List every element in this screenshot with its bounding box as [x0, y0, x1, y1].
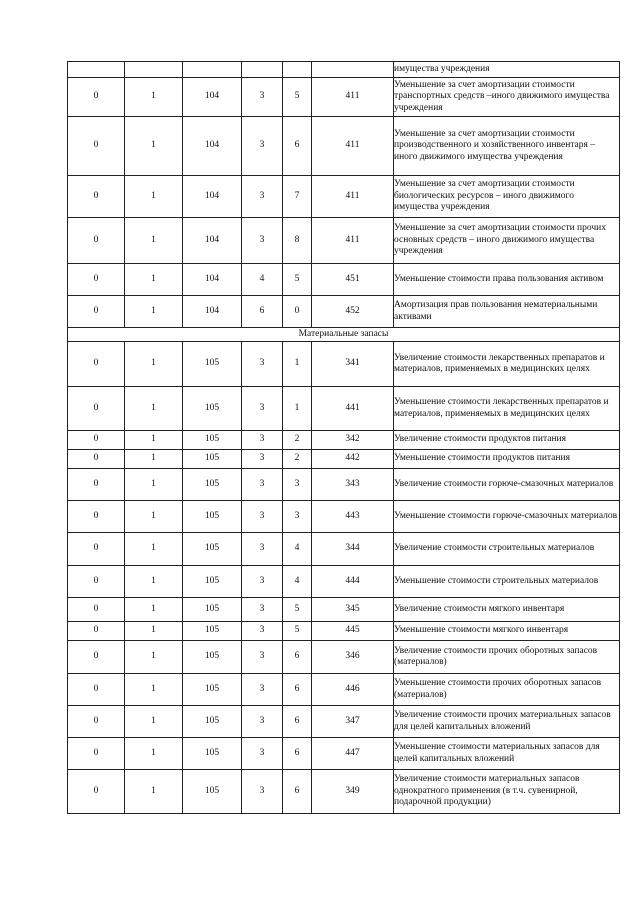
code-cell-c4: 3: [242, 117, 283, 176]
code-cell-c6: [312, 62, 394, 78]
code-cell-c4: [242, 62, 283, 78]
code-cell-c3: 104: [183, 117, 242, 176]
table-row: [68, 674, 620, 706]
code-cell-c6: 451: [312, 264, 394, 296]
code-cell-c5: 2: [283, 450, 312, 469]
table-row: [68, 450, 620, 469]
table-row: [68, 622, 620, 641]
code-cell-c4: 3: [242, 450, 283, 469]
code-cell-c4: 3: [242, 598, 283, 622]
code-cell-c2: 1: [125, 566, 183, 598]
code-cell-c6: 411: [312, 218, 394, 264]
code-cell-c5: 6: [283, 674, 312, 706]
code-cell-c3: 105: [183, 566, 242, 598]
code-cell-c1: 0: [68, 78, 125, 117]
code-cell-c3: 104: [183, 264, 242, 296]
description-cell: Увеличение стоимости прочих материальных запасов для целей капитальных вложений: [394, 706, 620, 738]
code-cell-c3: [183, 62, 242, 78]
code-cell-c2: 1: [125, 78, 183, 117]
code-cell-c6: 441: [312, 387, 394, 431]
code-cell-c1: [68, 62, 125, 78]
table-section: [68, 328, 620, 342]
description-cell: Увеличение стоимости мягкого инвентаря: [394, 598, 620, 622]
code-cell-c4: 3: [242, 641, 283, 674]
code-cell-c5: [283, 62, 312, 78]
code-cell-c5: 5: [283, 264, 312, 296]
code-cell-c3: 105: [183, 342, 242, 387]
description-cell: Уменьшение стоимости материальных запасов для целей капитальных вложений: [394, 738, 620, 770]
section-row: [68, 328, 620, 342]
code-cell-c1: 0: [68, 176, 125, 218]
table-row: [68, 342, 620, 387]
code-cell-c3: 105: [183, 469, 242, 501]
code-cell-c1: 0: [68, 738, 125, 770]
code-cell-c3: 105: [183, 770, 242, 814]
code-cell-c5: 1: [283, 342, 312, 387]
code-cell-c1: 0: [68, 117, 125, 176]
code-cell-c4: 3: [242, 218, 283, 264]
table-row: [68, 770, 620, 814]
table-row: [68, 533, 620, 566]
code-cell-c5: 0: [283, 296, 312, 328]
code-cell-c2: 1: [125, 533, 183, 566]
code-cell-c6: 447: [312, 738, 394, 770]
description-cell: Уменьшение за счет амортизации стоимости транспортных средств –иного движимого имущества учреждения: [394, 78, 620, 117]
code-cell-c2: 1: [125, 674, 183, 706]
description-cell: Уменьшение стоимости продуктов питания: [394, 450, 620, 469]
table-body-bottom: [68, 342, 620, 814]
code-cell-c5: 3: [283, 469, 312, 501]
code-cell-c1: 0: [68, 218, 125, 264]
description-cell: Увеличение стоимости лекарственных препаратов и материалов, применяемых в медицинских целях: [394, 342, 620, 387]
code-cell-c2: 1: [125, 218, 183, 264]
code-cell-c1: 0: [68, 622, 125, 641]
code-cell-c2: 1: [125, 431, 183, 450]
table-row: [68, 641, 620, 674]
code-cell-c5: 8: [283, 218, 312, 264]
code-cell-c3: 105: [183, 738, 242, 770]
code-cell-c2: 1: [125, 450, 183, 469]
code-cell-c3: 105: [183, 450, 242, 469]
code-cell-c3: 105: [183, 387, 242, 431]
code-cell-c3: 105: [183, 622, 242, 641]
code-cell-c6: 442: [312, 450, 394, 469]
code-cell-c2: 1: [125, 264, 183, 296]
code-cell-c1: 0: [68, 501, 125, 533]
code-cell-c4: 3: [242, 566, 283, 598]
table-row: [68, 501, 620, 533]
code-cell-c1: 0: [68, 431, 125, 450]
code-cell-c4: 3: [242, 431, 283, 450]
code-cell-c4: 4: [242, 264, 283, 296]
code-cell-c3: 104: [183, 176, 242, 218]
table-row: [68, 264, 620, 296]
description-cell: Увеличение стоимости прочих оборотных запасов (материалов): [394, 641, 620, 674]
code-cell-c5: 7: [283, 176, 312, 218]
code-cell-c6: 443: [312, 501, 394, 533]
code-cell-c5: 6: [283, 706, 312, 738]
code-cell-c3: 104: [183, 218, 242, 264]
code-cell-c6: 452: [312, 296, 394, 328]
code-cell-c6: 344: [312, 533, 394, 566]
code-cell-c4: 3: [242, 176, 283, 218]
code-cell-c6: 347: [312, 706, 394, 738]
code-cell-c4: 3: [242, 770, 283, 814]
table-row: [68, 218, 620, 264]
description-cell: Уменьшение стоимости мягкого инвентаря: [394, 622, 620, 641]
code-cell-c6: 341: [312, 342, 394, 387]
table-row: [68, 117, 620, 176]
code-cell-c2: 1: [125, 501, 183, 533]
description-cell: Уменьшение за счет амортизации стоимости производственного и хозяйственного инвентаря – иного движимого имущества учреждения: [394, 117, 620, 176]
code-cell-c2: 1: [125, 117, 183, 176]
code-cell-c4: 3: [242, 78, 283, 117]
code-cell-c3: 105: [183, 501, 242, 533]
code-cell-c4: 3: [242, 342, 283, 387]
code-cell-c2: 1: [125, 641, 183, 674]
table-row: [68, 431, 620, 450]
code-cell-c2: 1: [125, 176, 183, 218]
table-row: [68, 706, 620, 738]
code-cell-c3: 105: [183, 431, 242, 450]
code-cell-c6: 411: [312, 117, 394, 176]
table-row: [68, 738, 620, 770]
code-cell-c2: 1: [125, 770, 183, 814]
description-cell: Уменьшение за счет амортизации стоимости прочих основных средств – иного движимого имущества учреждения: [394, 218, 620, 264]
code-cell-c2: 1: [125, 738, 183, 770]
code-cell-c1: 0: [68, 598, 125, 622]
code-cell-c6: 346: [312, 641, 394, 674]
code-cell-c6: 411: [312, 78, 394, 117]
code-cell-c5: 2: [283, 431, 312, 450]
code-cell-c4: 3: [242, 501, 283, 533]
table-row: [68, 176, 620, 218]
code-cell-c1: 0: [68, 533, 125, 566]
table-row: [68, 387, 620, 431]
code-cell-c3: 105: [183, 706, 242, 738]
description-cell: Амортизация прав пользования нематериальными активами: [394, 296, 620, 328]
description-cell: Увеличение стоимости строительных материалов: [394, 533, 620, 566]
code-cell-c5: 6: [283, 117, 312, 176]
code-cell-c2: 1: [125, 296, 183, 328]
table-row: [68, 469, 620, 501]
code-cell-c5: 6: [283, 738, 312, 770]
code-cell-c1: 0: [68, 469, 125, 501]
account-codes-table: [67, 61, 620, 814]
code-cell-c4: 3: [242, 706, 283, 738]
description-cell: Увеличение стоимости материальных запасов однократного применения (в т.ч. сувенирной, подарочной продукции): [394, 770, 620, 814]
description-cell: Уменьшение стоимости горюче-смазочных материалов: [394, 501, 620, 533]
code-cell-c4: 3: [242, 622, 283, 641]
table-row: [68, 62, 620, 78]
code-cell-c1: 0: [68, 264, 125, 296]
description-cell: Уменьшение стоимости строительных материалов: [394, 566, 620, 598]
table-row: [68, 78, 620, 117]
code-cell-c4: 3: [242, 387, 283, 431]
table-body-top: [68, 62, 620, 328]
code-cell-c1: 0: [68, 566, 125, 598]
code-cell-c6: 343: [312, 469, 394, 501]
code-cell-c6: 342: [312, 431, 394, 450]
code-cell-c4: 3: [242, 738, 283, 770]
code-cell-c2: 1: [125, 598, 183, 622]
section-title: Материальные запасы: [68, 328, 620, 342]
code-cell-c5: 4: [283, 566, 312, 598]
code-cell-c4: 3: [242, 533, 283, 566]
code-cell-c2: [125, 62, 183, 78]
code-cell-c2: 1: [125, 622, 183, 641]
code-cell-c2: 1: [125, 706, 183, 738]
description-cell: Уменьшение за счет амортизации стоимости биологических ресурсов – иного движимого имущества учреждения: [394, 176, 620, 218]
table-row: [68, 296, 620, 328]
description-cell: Уменьшение стоимости лекарственных препаратов и материалов, применяемых в медицинских целях: [394, 387, 620, 431]
code-cell-c5: 3: [283, 501, 312, 533]
code-cell-c1: 0: [68, 706, 125, 738]
code-cell-c1: 0: [68, 296, 125, 328]
code-cell-c5: 5: [283, 622, 312, 641]
code-cell-c6: 444: [312, 566, 394, 598]
code-cell-c3: 105: [183, 533, 242, 566]
code-cell-c1: 0: [68, 387, 125, 431]
code-cell-c5: 5: [283, 78, 312, 117]
table-row: [68, 598, 620, 622]
code-cell-c4: 6: [242, 296, 283, 328]
description-cell: имущества учреждения: [394, 62, 620, 78]
code-cell-c3: 104: [183, 78, 242, 117]
table-row: [68, 566, 620, 598]
code-cell-c5: 6: [283, 641, 312, 674]
code-cell-c2: 1: [125, 342, 183, 387]
code-cell-c5: 5: [283, 598, 312, 622]
code-cell-c4: 3: [242, 469, 283, 501]
code-cell-c5: 4: [283, 533, 312, 566]
code-cell-c1: 0: [68, 674, 125, 706]
code-cell-c6: 349: [312, 770, 394, 814]
description-cell: Увеличение стоимости горюче-смазочных материалов: [394, 469, 620, 501]
description-cell: Уменьшение стоимости прочих оборотных запасов (материалов): [394, 674, 620, 706]
code-cell-c1: 0: [68, 770, 125, 814]
code-cell-c3: 105: [183, 598, 242, 622]
description-cell: Увеличение стоимости продуктов питания: [394, 431, 620, 450]
code-cell-c6: 411: [312, 176, 394, 218]
code-cell-c4: 3: [242, 674, 283, 706]
code-cell-c6: 446: [312, 674, 394, 706]
code-cell-c3: 105: [183, 641, 242, 674]
code-cell-c5: 6: [283, 770, 312, 814]
code-cell-c3: 104: [183, 296, 242, 328]
description-cell: Уменьшение стоимости права пользования активом: [394, 264, 620, 296]
code-cell-c1: 0: [68, 342, 125, 387]
code-cell-c2: 1: [125, 387, 183, 431]
code-cell-c5: 1: [283, 387, 312, 431]
code-cell-c6: 345: [312, 598, 394, 622]
code-cell-c6: 445: [312, 622, 394, 641]
code-cell-c1: 0: [68, 450, 125, 469]
code-cell-c2: 1: [125, 469, 183, 501]
code-cell-c1: 0: [68, 641, 125, 674]
code-cell-c3: 105: [183, 674, 242, 706]
